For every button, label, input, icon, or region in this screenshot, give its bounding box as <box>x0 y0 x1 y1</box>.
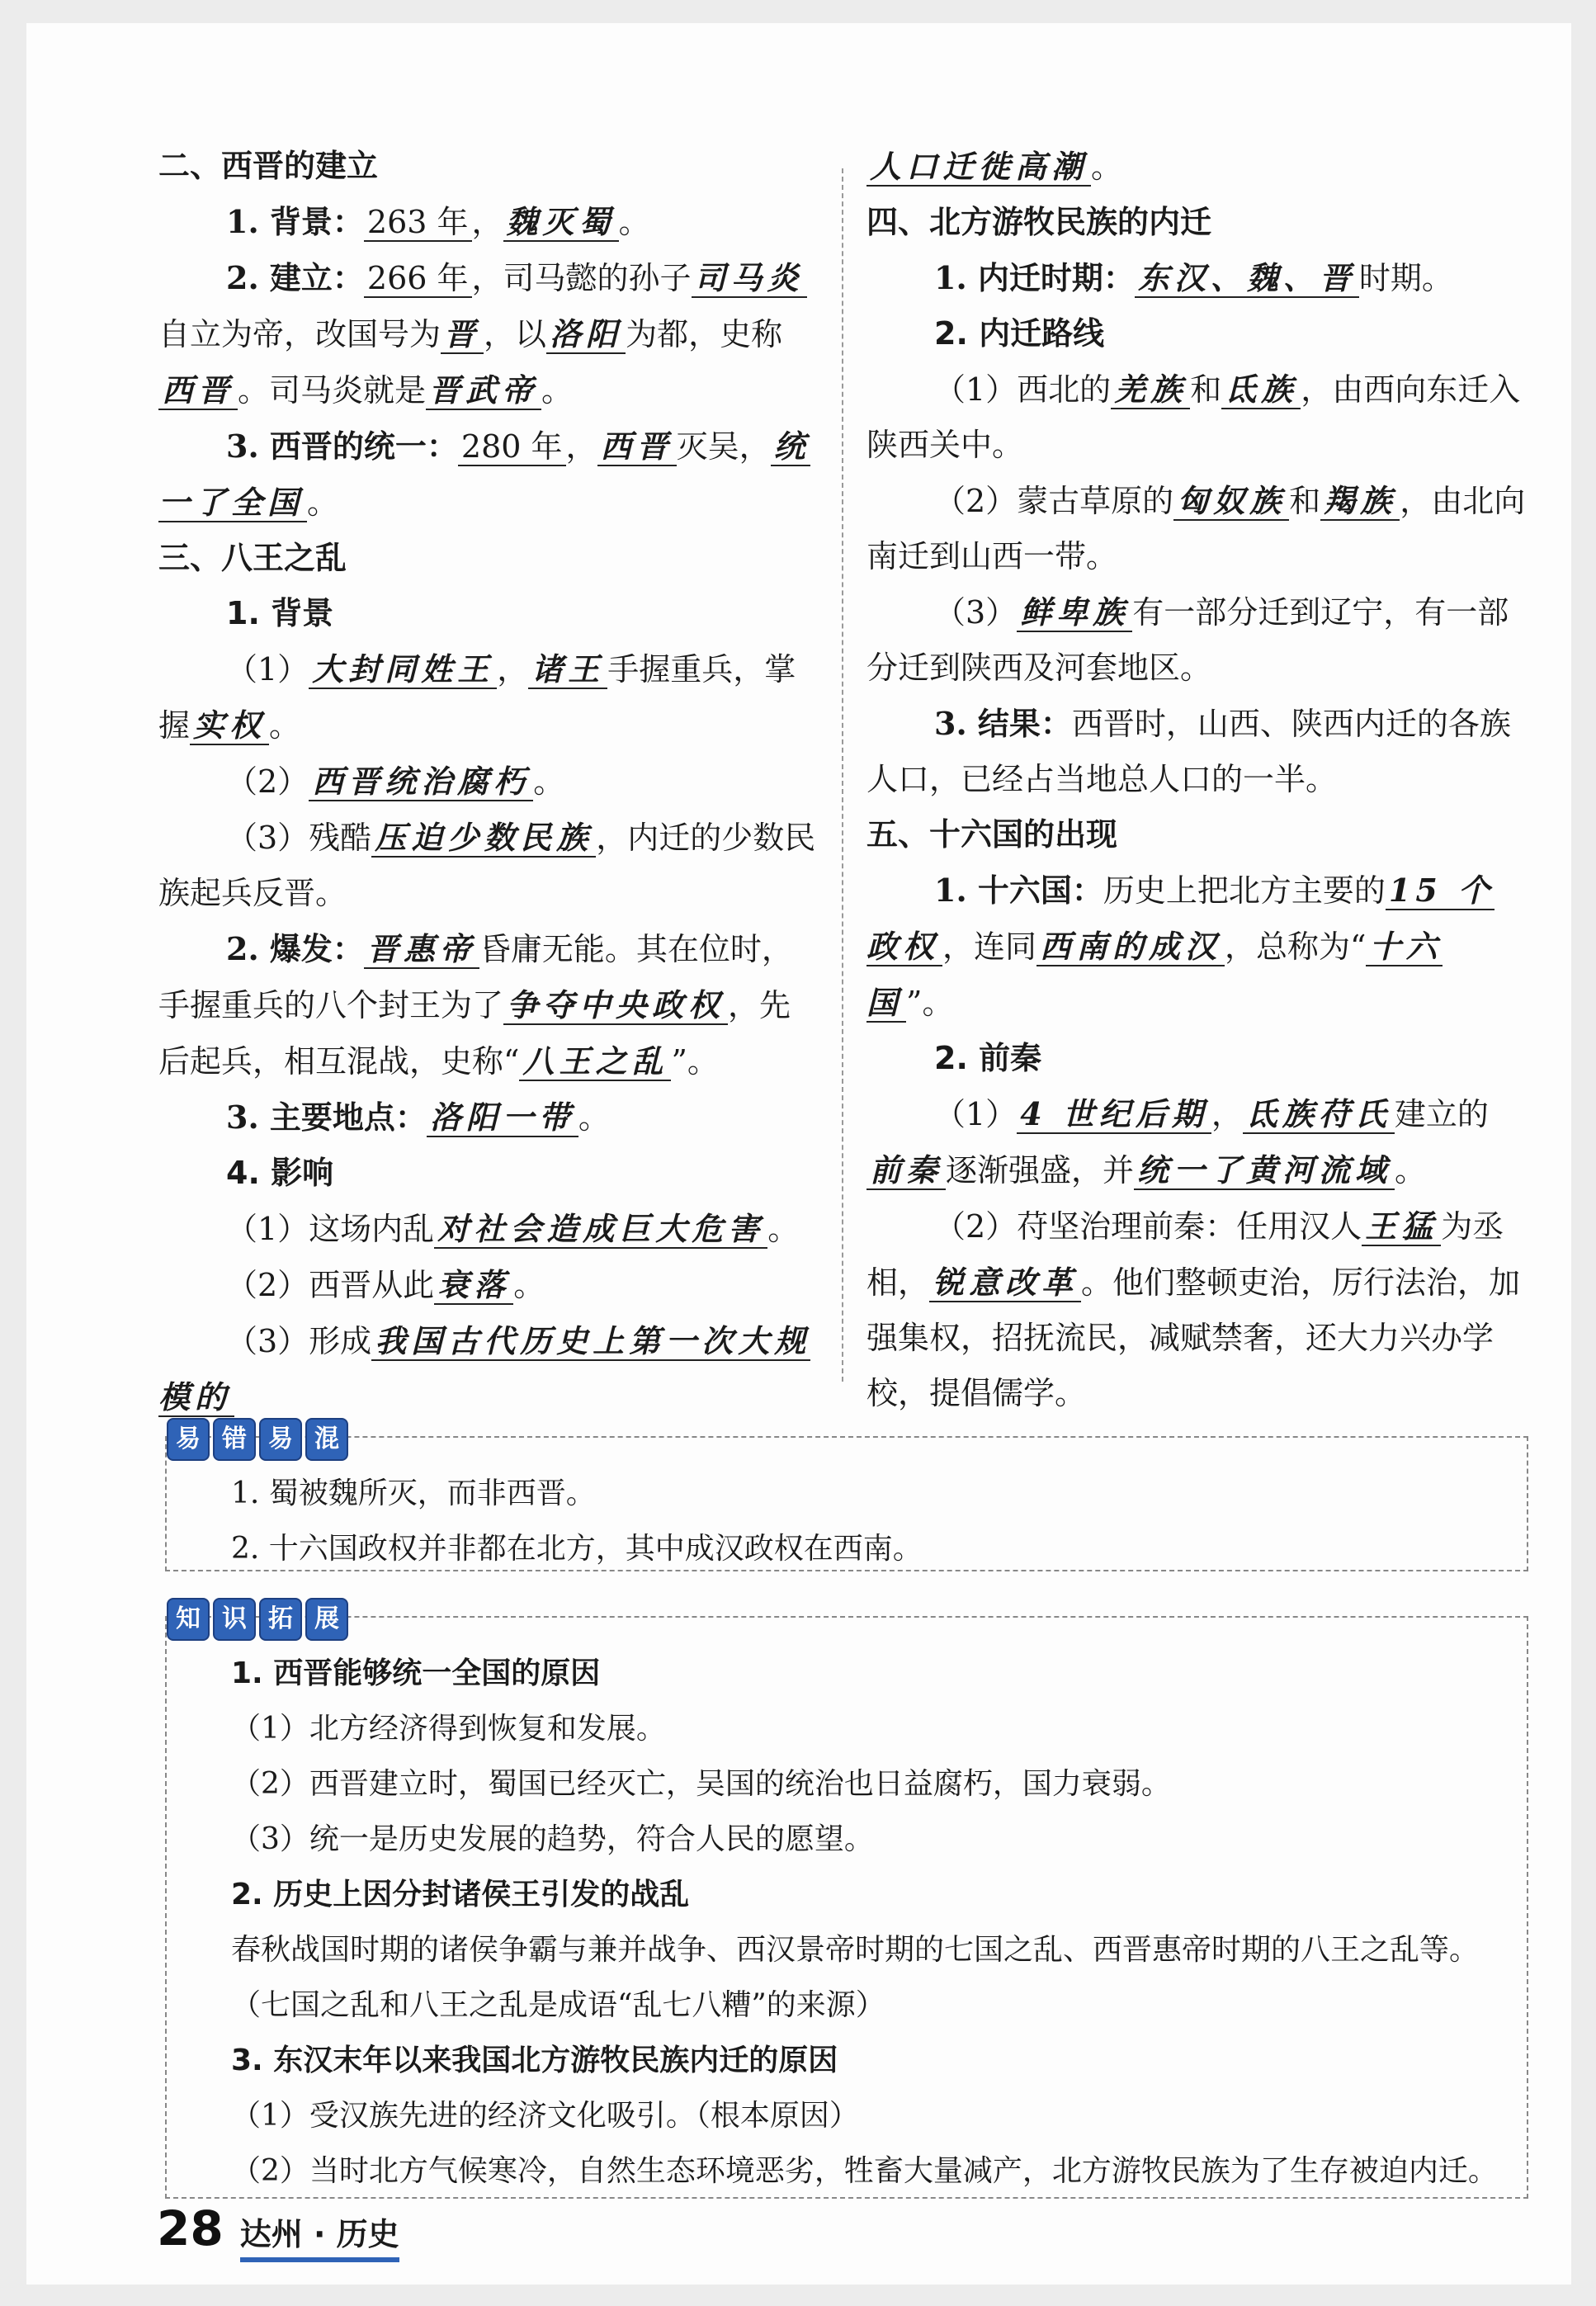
answer-blank: 统一了全国 <box>158 428 810 521</box>
text: ”。 <box>671 1043 719 1080</box>
item-label: 3. 西晋的统一： <box>226 428 458 465</box>
text: 建立的 <box>1394 1096 1489 1132</box>
answer-blank: 氐族 <box>1221 371 1301 409</box>
answer-blank: 压迫少数民族 <box>371 819 596 858</box>
text: （3）残酷 <box>226 820 372 856</box>
paragraph <box>866 1198 1527 1421</box>
text: （2） <box>226 763 309 800</box>
paragraph <box>866 696 1527 807</box>
text: （3）形成 <box>226 1323 372 1359</box>
common-mistakes-tag <box>167 1418 348 1461</box>
answer-blank: 280 年 <box>458 428 566 466</box>
paragraph <box>866 250 1527 306</box>
extension-text: （1）北方经济得到恢复和发展。 <box>231 1712 666 1746</box>
text: 自立为帝，改国号为 <box>158 316 441 352</box>
text: 手握重兵，掌握 <box>158 651 796 744</box>
text: ”。 <box>906 985 954 1021</box>
extension-text: （3）统一是历史发展的趋势，符合人民的愿望。 <box>231 1822 874 1856</box>
item-label: 1. 内迁时期： <box>934 259 1135 296</box>
paragraph <box>158 418 819 531</box>
answer-blank: 争夺中央政权 <box>503 986 728 1025</box>
paragraph <box>866 584 1527 696</box>
answer-blank: 统一了黄河流域 <box>1134 1151 1395 1190</box>
paragraph <box>158 921 819 1089</box>
tag-char: 识 <box>213 1598 256 1641</box>
paragraph <box>866 1086 1527 1198</box>
tag-char: 易 <box>259 1418 302 1461</box>
text: 。 <box>767 1211 800 1247</box>
section-heading-nomads: 四、北方游牧民族的内迁 <box>866 204 1212 240</box>
paragraph <box>866 862 1527 1031</box>
answer-blank: 263 年 <box>364 204 472 242</box>
text: 时期。 <box>1358 260 1453 296</box>
answer-blank: 氐族苻氏 <box>1243 1095 1395 1134</box>
text: 和 <box>1289 483 1321 519</box>
knowledge-extension-box <box>165 1616 1528 2199</box>
answer-blank: 西南的成汉 <box>1036 928 1225 966</box>
answer-blank: 266 年 <box>364 260 472 298</box>
paragraph <box>158 250 819 418</box>
text: 。 <box>618 204 650 240</box>
answer-blank: 王猛 <box>1362 1207 1441 1246</box>
answer-blank: 4 世纪后期 <box>1017 1095 1211 1134</box>
right-column <box>866 139 1527 1421</box>
answer-blank: 西晋 <box>158 371 238 410</box>
page <box>26 23 1571 2285</box>
text: （3） <box>934 594 1018 631</box>
text: 灭吴， <box>676 428 771 465</box>
paragraph <box>158 810 819 921</box>
text: （1）这场内乱 <box>226 1211 435 1247</box>
answer-blank: 西晋统治腐朽 <box>309 763 533 801</box>
text: （1） <box>934 1096 1018 1132</box>
paragraph <box>158 641 819 754</box>
left-column <box>158 139 819 1425</box>
mistake-note: 1. 蜀被魏所灭，而非西晋。 <box>231 1477 596 1510</box>
text: 为丞相， <box>866 1208 1504 1301</box>
text: （1）西北的 <box>934 371 1112 408</box>
answer-blank: 前秦 <box>866 1151 946 1190</box>
text: ，先后起兵，相互混战，史称“ <box>158 987 791 1080</box>
text: 昏庸无能。其在位时，手握重兵的八个封王为了 <box>158 931 793 1023</box>
answer-blank: 十六国 <box>866 928 1443 1021</box>
item-label: 1. 十六国： <box>934 872 1103 909</box>
answer-blank: 我国古代历史上第一次大规模的 <box>158 1322 811 1415</box>
tag-char: 展 <box>305 1598 348 1641</box>
text: 。 <box>1395 1152 1427 1188</box>
extension-heading: 2. 历史上因分封诸侯王引发的战乱 <box>231 1878 690 1911</box>
answer-blank: 西晋 <box>597 428 677 466</box>
item-label: 3. 主要地点： <box>226 1099 427 1136</box>
book-title: 达州 · 历史 <box>240 2209 399 2262</box>
paragraph <box>158 1201 819 1257</box>
text: ， <box>471 204 503 240</box>
answer-blank: 匈奴族 <box>1173 482 1289 521</box>
extension-heading: 1. 西晋能够统一全国的原因 <box>231 1656 601 1690</box>
column-divider <box>842 168 843 1382</box>
answer-blank: 八王之乱 <box>519 1042 671 1081</box>
common-mistakes-box <box>165 1436 1528 1571</box>
section-heading-sixteen-kingdoms: 五、十六国的出现 <box>866 816 1118 853</box>
page-number: 28 <box>157 2200 224 2256</box>
answer-blank: 锐意改革 <box>929 1264 1081 1302</box>
answer-blank: 洛阳 <box>546 315 626 354</box>
extension-heading: 3. 东汉末年以来我国北方游牧民族内迁的原因 <box>231 2044 838 2077</box>
text: （2）西晋从此 <box>226 1267 435 1303</box>
extension-text: （1）受汉族先进的经济文化吸引。（根本原因） <box>231 2099 859 2133</box>
text: ，由北向南迁到山西一带。 <box>866 483 1526 574</box>
text: 。 <box>1091 149 1123 185</box>
text: 。 <box>533 763 565 800</box>
paragraph <box>866 139 1527 195</box>
text: 。 <box>269 707 301 744</box>
text: ， <box>565 428 597 465</box>
text: （1） <box>226 651 309 688</box>
text: 。 <box>578 1099 610 1136</box>
text: 。 <box>541 372 574 409</box>
text: ， <box>497 651 529 688</box>
answer-blank: 人口迁徙高潮 <box>866 148 1091 187</box>
knowledge-extension-tag <box>167 1598 348 1641</box>
answer-blank: 晋武帝 <box>426 371 541 410</box>
answer-blank: 衰落 <box>434 1266 513 1305</box>
text: （2）苻坚治理前秦：任用汉人 <box>934 1208 1362 1245</box>
item-label: 2. 内迁路线 <box>934 315 1105 352</box>
item-label: 3. 结果： <box>934 705 1072 742</box>
paragraph <box>866 473 1527 584</box>
paragraph <box>158 1257 819 1313</box>
answer-blank: 对社会造成巨大危害 <box>434 1210 767 1249</box>
tag-char: 错 <box>213 1418 256 1461</box>
item-label: 2. 建立： <box>226 259 364 296</box>
tag-char: 易 <box>167 1418 210 1461</box>
text: 和 <box>1190 371 1222 408</box>
answer-blank: 实权 <box>190 706 269 745</box>
text: 。 <box>307 484 339 521</box>
extension-text: 春秋战国时期的诸侯争霸与兼并战争、西汉景帝时期的七国之乱、西晋惠帝时期的八王之乱等。（七国之乱和八王之乱是成语“乱七八糟”的来源） <box>231 1933 1480 2022</box>
answer-blank: 大封同姓王 <box>309 650 497 689</box>
item-label: 1. 背景 <box>226 595 334 631</box>
answer-blank: 晋惠帝 <box>364 930 479 969</box>
text: ，总称为“ <box>1225 929 1367 965</box>
paragraph <box>158 194 819 250</box>
mistake-note: 2. 十六国政权并非都在北方，其中成汉政权在西南。 <box>231 1532 923 1566</box>
text: 。司马炎就是 <box>238 372 427 409</box>
extension-text: （2）当时北方气候寒冷，自然生态环境恶劣，牲畜大量减产，北方游牧民族为了生存被迫内迁。 <box>231 2154 1498 2188</box>
tag-char: 拓 <box>259 1598 302 1641</box>
answer-blank: 魏灭蜀 <box>503 203 619 242</box>
page-footer <box>157 2200 399 2262</box>
answer-blank: 15 个政权 <box>866 872 1495 965</box>
text: 逐渐强盛，并 <box>946 1152 1135 1188</box>
tag-char: 混 <box>305 1418 348 1461</box>
section-heading-western-jin: 二、西晋的建立 <box>158 148 379 184</box>
answer-blank: 司马炎 <box>692 259 807 298</box>
paragraph <box>158 1089 819 1146</box>
answer-blank: 洛阳一带 <box>427 1099 578 1137</box>
text: 为都，史称 <box>626 316 783 352</box>
paragraph <box>158 1313 819 1425</box>
text: ，由西向东迁入陕西关中。 <box>866 371 1521 463</box>
text: ，司马懿的孙子 <box>471 260 692 296</box>
text: （2）蒙古草原的 <box>934 483 1174 519</box>
answer-blank: 诸王 <box>528 650 607 689</box>
text: ，连同 <box>942 929 1037 965</box>
extension-text: （2）西晋建立时，蜀国已经灭亡，吴国的统治也日益腐朽，国力衰弱。 <box>231 1767 1171 1801</box>
answer-blank: 晋 <box>441 315 484 354</box>
text: 历史上把北方主要的 <box>1103 872 1386 909</box>
item-label: 2. 前秦 <box>934 1040 1042 1076</box>
text: ，内迁的少数民族起兵反晋。 <box>158 820 816 911</box>
item-label: 2. 爆发： <box>226 930 364 967</box>
answer-blank: 鲜卑族 <box>1017 593 1132 632</box>
text: 。 <box>513 1267 545 1303</box>
answer-blank: 羯族 <box>1320 482 1400 521</box>
text: ，以 <box>484 316 547 352</box>
item-label: 4. 影响 <box>226 1155 334 1191</box>
tag-char: 知 <box>167 1598 210 1641</box>
answer-blank: 羌族 <box>1111 371 1190 409</box>
text: 。他们整顿吏治，厉行法治，加强集权，招抚流民，减赋禁奢，还大力兴办学校，提倡儒学。 <box>866 1264 1521 1411</box>
section-heading-eight-princes: 三、八王之乱 <box>158 540 347 576</box>
paragraph <box>158 754 819 810</box>
text: 有一部分迁到辽宁，有一部分迁到陕西及河套地区。 <box>866 594 1509 686</box>
text: ， <box>1211 1096 1243 1132</box>
text: 西晋时，山西、陕西内迁的各族人口，已经占当地总人口的一半。 <box>866 706 1511 797</box>
paragraph <box>866 361 1527 473</box>
item-label: 1. 背景： <box>226 203 364 240</box>
answer-blank: 东汉、魏、晋 <box>1135 259 1359 298</box>
